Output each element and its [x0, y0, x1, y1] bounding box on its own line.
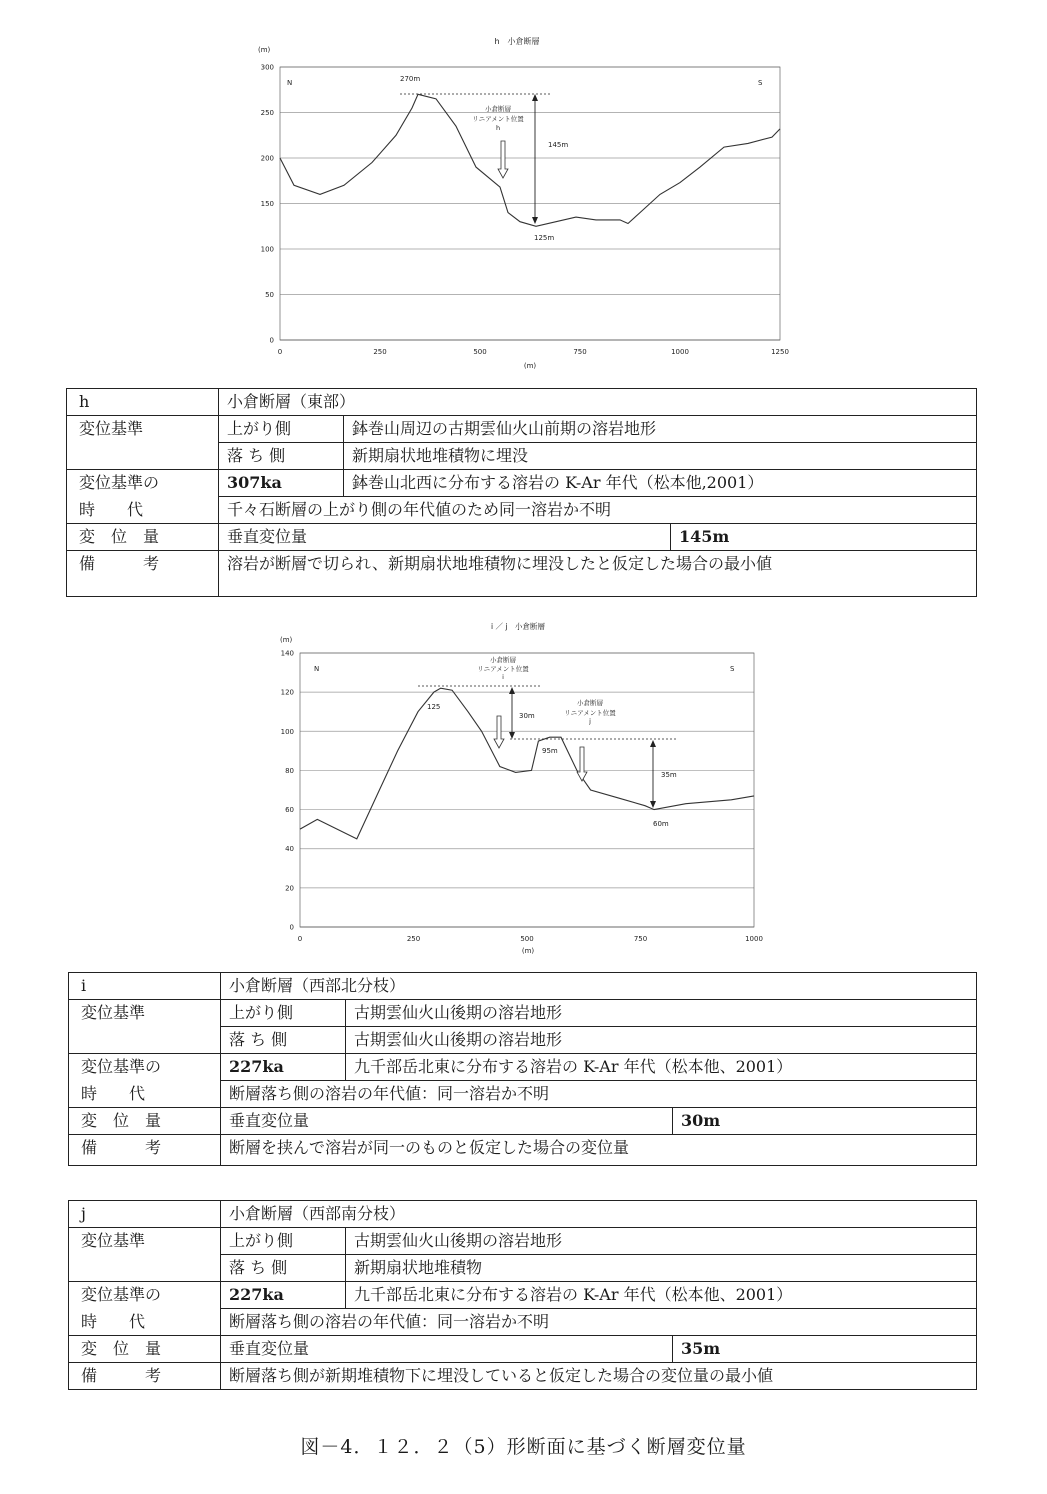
direction-north: N: [287, 79, 293, 87]
y-tick-label: 140: [280, 649, 294, 658]
lineament-label: リニアメント位置: [472, 115, 524, 123]
lineament-i-label: 小倉断層: [490, 656, 516, 664]
age-label: 変位基準の: [69, 1282, 221, 1309]
x-tick-labels: [298, 935, 763, 943]
up-side-label: 上がり側: [219, 416, 344, 443]
y-unit-label: (m): [280, 636, 293, 644]
x-tick-label: 750: [633, 935, 648, 943]
x-tick-label: 0: [297, 935, 303, 943]
amount-label: 変 位 量: [69, 1108, 221, 1135]
x-tick-labels: [278, 348, 789, 356]
y-tick-label: 50: [265, 291, 274, 299]
profile-chart-ij: [270, 615, 780, 960]
peak-label-125: 125: [427, 703, 441, 711]
figure-caption: 図－4．１２．２（5）形断面に基づく断層変位量: [300, 1436, 747, 1458]
remarks-label: 備 考: [67, 551, 219, 597]
x-tick-label: 750: [573, 348, 587, 356]
arrow-head-down-icon: [650, 801, 656, 808]
y-tick-labels: [281, 650, 294, 932]
y-tick-label: 150: [260, 200, 274, 208]
age-value: 307ka: [219, 470, 344, 497]
gridlines: [280, 67, 780, 340]
x-tick-label: 500: [473, 348, 487, 356]
y-tick-label: 120: [280, 688, 294, 697]
direction-south: S: [758, 79, 763, 87]
age-label-2: 時 代: [67, 497, 219, 524]
age-source: 九千部岳北東に分布する溶岩の K-Ar 年代（松本他、2001）: [346, 1282, 977, 1309]
lineament-j-label: 小倉断層: [577, 699, 603, 707]
y-tick-label: 300: [260, 63, 274, 72]
amount-type: 垂直変位量: [221, 1336, 673, 1363]
down-side-label: 落 ち 側: [221, 1255, 346, 1282]
y-tick-label: 20: [285, 884, 294, 893]
plot-frame: [300, 653, 754, 927]
arrow-head-down-icon: [509, 732, 515, 739]
amount-label: 変 位 量: [67, 524, 219, 551]
displacement-table-h: [66, 388, 977, 597]
amount-value: 145m: [671, 524, 977, 551]
y-tick-label: 60: [285, 806, 294, 815]
age-note: 断層落ち側の溶岩の年代値：同一溶岩か不明: [221, 1309, 977, 1336]
lineament-i-label: i: [502, 673, 504, 681]
displacement-table-j: [68, 1200, 977, 1390]
up-side-value: 鉢巻山周辺の古期雲仙火山前期の溶岩地形: [344, 416, 977, 443]
arrow-head-up-icon: [509, 687, 515, 694]
table-id: i: [69, 973, 221, 1000]
x-unit-label: (m): [523, 362, 537, 370]
x-tick-label: 0: [277, 348, 283, 356]
age-note: 断層落ち側の溶岩の年代値：同一溶岩か不明: [221, 1081, 977, 1108]
peak-elevation-label: 270m: [400, 75, 421, 83]
down-side-value: 新期扇状地堆積物: [346, 1255, 977, 1282]
low-elevation-label: 125m: [534, 234, 555, 242]
x-tick-label: 250: [406, 935, 421, 943]
lineament-j-label: リニアメント位置: [564, 709, 616, 717]
displacement-label-30: 30m: [519, 712, 535, 720]
table-id: j: [69, 1201, 221, 1228]
amount-type: 垂直変位量: [221, 1108, 673, 1135]
age-label: 変位基準の: [69, 1054, 221, 1081]
chart-title: i ／ j 小倉断層: [491, 622, 545, 631]
amount-type: 垂直変位量: [219, 524, 671, 551]
down-side-value: 古期雲仙火山後期の溶岩地形: [346, 1027, 977, 1054]
up-side-label: 上がり側: [221, 1000, 346, 1027]
lineament-label: 小倉断層: [485, 105, 511, 113]
displacement-label-35: 35m: [661, 771, 677, 779]
remarks-value: 断層落ち側が新期堆積物下に埋没していると仮定した場合の変位量の最小値: [221, 1363, 977, 1390]
age-note: 千々石断層の上がり側の年代値のため同一溶岩か不明: [219, 497, 977, 524]
remarks-value: 断層を挟んで溶岩が同一のものと仮定した場合の変位量: [221, 1135, 977, 1166]
age-source: 鉢巻山北西に分布する溶岩の K-Ar 年代（松本他,2001）: [344, 470, 977, 497]
up-side-label: 上がり側: [221, 1228, 346, 1255]
age-label: 変位基準の: [67, 470, 219, 497]
label-95m: 95m: [542, 747, 558, 755]
basis-label: 変位基準: [67, 416, 219, 470]
x-unit-label: (m): [521, 947, 535, 955]
age-value: 227ka: [221, 1282, 346, 1309]
y-tick-label: 100: [280, 727, 294, 736]
displacement-table-i: [68, 972, 977, 1166]
x-tick-label: 1000: [745, 935, 763, 943]
up-side-value: 古期雲仙火山後期の溶岩地形: [346, 1228, 977, 1255]
profile-chart-h: [250, 30, 810, 375]
basis-label: 変位基準: [69, 1228, 221, 1282]
remarks-value: 溶岩が断層で切られ、新期扇状地堆積物に埋没したと仮定した場合の最小値: [219, 551, 977, 597]
up-side-value: 古期雲仙火山後期の溶岩地形: [346, 1000, 977, 1027]
fault-name: 小倉断層（西部北分枝）: [221, 973, 977, 1000]
remarks-label: 備 考: [69, 1135, 221, 1166]
y-tick-label: 80: [285, 766, 294, 775]
y-tick-label: 0: [269, 336, 274, 345]
age-source: 九千部岳北東に分布する溶岩の K-Ar 年代（松本他、2001）: [346, 1054, 977, 1081]
down-side-label: 落 ち 側: [221, 1027, 346, 1054]
remarks-label: 備 考: [69, 1363, 221, 1390]
down-arrow-icon: [577, 747, 587, 781]
lineament-label: h: [495, 124, 501, 132]
gridlines: [300, 653, 754, 927]
arrow-head-up-icon: [532, 94, 538, 101]
y-tick-label: 250: [260, 109, 274, 117]
direction-south: S: [730, 665, 735, 673]
down-arrow-icon: [498, 141, 508, 178]
down-side-label: 落 ち 側: [219, 443, 344, 470]
amount-value: 35m: [673, 1336, 977, 1363]
fault-name: 小倉断層（東部）: [219, 389, 977, 416]
direction-north: N: [314, 665, 320, 673]
x-tick-label: 500: [520, 935, 534, 943]
y-tick-label: 0: [289, 923, 294, 932]
profile-line: [280, 94, 780, 226]
lineament-i-label: リニアメント位置: [477, 665, 529, 673]
arrow-head-up-icon: [650, 740, 656, 747]
age-label-2: 時 代: [69, 1081, 221, 1108]
y-tick-labels: [261, 64, 274, 345]
down-side-value: 新期扇状地堆積物に埋没: [344, 443, 977, 470]
profile-line: [300, 688, 754, 839]
x-tick-label: 250: [373, 348, 387, 356]
chart-title: h 小倉断層: [494, 37, 540, 46]
label-60m: 60m: [653, 820, 669, 828]
x-tick-label: 1250: [771, 348, 789, 356]
displacement-label: 145m: [548, 141, 569, 149]
age-value: 227ka: [221, 1054, 346, 1081]
y-tick-label: 200: [260, 154, 274, 163]
table-id: h: [67, 389, 219, 416]
lineament-j-label: j: [589, 717, 591, 725]
amount-value: 30m: [673, 1108, 977, 1135]
fault-name: 小倉断層（西部南分枝）: [221, 1201, 977, 1228]
x-tick-label: 1000: [671, 348, 689, 356]
age-label-2: 時 代: [69, 1309, 221, 1336]
arrow-head-down-icon: [532, 217, 538, 224]
y-tick-label: 100: [260, 245, 274, 254]
down-arrow-icon: [494, 716, 504, 748]
amount-label: 変 位 量: [69, 1336, 221, 1363]
y-tick-label: 40: [285, 845, 294, 854]
y-unit-label: (m): [258, 46, 271, 54]
basis-label: 変位基準: [69, 1000, 221, 1054]
